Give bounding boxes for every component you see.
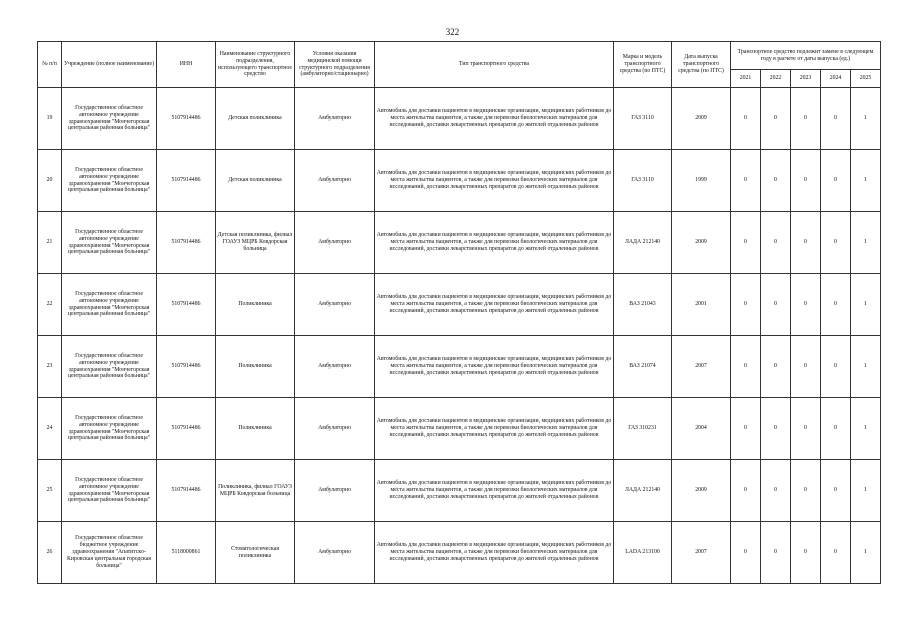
cell-inn: 5107914486 [157, 88, 216, 150]
cell-model: ГАЗ 310231 [614, 398, 672, 460]
header-inn: ИНН [157, 42, 216, 88]
cell-conditions: Амбулаторно [295, 150, 375, 212]
cell-date: 1999 [672, 150, 731, 212]
cell-unit: Поликлиника [216, 336, 295, 398]
table-body [38, 88, 881, 584]
cell-2021: 0 [731, 336, 761, 398]
cell-2021: 0 [731, 274, 761, 336]
cell-institution: Государственное областное бюджетное учреждение здравоохранения "Апатитско-Кировская центральная городская больница" [62, 522, 157, 584]
cell-unit: Детская поликлиника [216, 88, 295, 150]
cell-unit: Поликлиника [216, 274, 295, 336]
header-make-model: Марка и модель транспортного средства (по ПТС) [614, 42, 672, 88]
cell-2022: 0 [761, 212, 791, 274]
cell-2024: 0 [821, 274, 851, 336]
cell-num: 23 [38, 336, 62, 398]
cell-2021: 0 [731, 460, 761, 522]
cell-2022: 0 [761, 336, 791, 398]
cell-date: 2007 [672, 522, 731, 584]
cell-model: ВАЗ 21074 [614, 336, 672, 398]
cell-2022: 0 [761, 460, 791, 522]
cell-unit: Поликлиника, филиал ГОАУЗ МЦРБ Ковдорская больница [216, 460, 295, 522]
header-institution: Учреждение (полное наименование) [62, 42, 157, 88]
cell-num: 26 [38, 522, 62, 584]
cell-inn: 5107914486 [157, 274, 216, 336]
cell-2024: 0 [821, 150, 851, 212]
cell-institution: Государственное областное автономное учреждение здравоохранения "Мончегорская центральная районная больница" [62, 336, 157, 398]
cell-vehicle-type: Автомобиль для доставки пациентов в медицинские организации, медицинских работников до места жительства пациентов, а также для перевозки биологических материалов для исследований, доставки лекарственных препаратов до жителей отдаленных районов [375, 398, 614, 460]
cell-2021: 0 [731, 212, 761, 274]
cell-unit: Детская поликлиника, филиал ГОАУЗ МЦРБ Ковдорская больница [216, 212, 295, 274]
cell-vehicle-type: Автомобиль для доставки пациентов в медицинские организации, медицинских работников до места жительства пациентов, а также для перевозки биологических материалов для исследований, доставки лекарственных препаратов до жителей отдаленных районов [375, 212, 614, 274]
header-release-date: Дата выпуска транспортного средства (по ПТС) [672, 42, 731, 88]
cell-2025: 1 [851, 522, 881, 584]
table-row [38, 274, 881, 336]
cell-2023: 0 [791, 88, 821, 150]
cell-date: 2009 [672, 212, 731, 274]
cell-2021: 0 [731, 398, 761, 460]
cell-conditions: Амбулаторно [295, 274, 375, 336]
header-year: 2023 [791, 70, 821, 88]
cell-2025: 1 [851, 336, 881, 398]
cell-conditions: Амбулаторно [295, 398, 375, 460]
cell-num: 25 [38, 460, 62, 522]
cell-vehicle-type: Автомобиль для доставки пациентов в медицинские организации, медицинских работников до места жительства пациентов, а также для перевозки биологических материалов для исследований, доставки лекарственных препаратов до жителей отдаленных районов [375, 88, 614, 150]
cell-inn: 5107914486 [157, 212, 216, 274]
cell-2024: 0 [821, 460, 851, 522]
cell-model: LADA 213100 [614, 522, 672, 584]
cell-2023: 0 [791, 274, 821, 336]
table-row [38, 88, 881, 150]
cell-model: ВАЗ 21043 [614, 274, 672, 336]
table-row [38, 398, 881, 460]
cell-2025: 1 [851, 460, 881, 522]
cell-2025: 1 [851, 150, 881, 212]
cell-num: 24 [38, 398, 62, 460]
cell-institution: Государственное областное автономное учреждение здравоохранения "Мончегорская центральная районная больница" [62, 212, 157, 274]
cell-2023: 0 [791, 522, 821, 584]
cell-unit: Поликлиника [216, 398, 295, 460]
table-row [38, 150, 881, 212]
cell-2025: 1 [851, 274, 881, 336]
cell-2021: 0 [731, 522, 761, 584]
cell-date: 2009 [672, 460, 731, 522]
page-number: 322 [445, 27, 460, 37]
cell-2022: 0 [761, 522, 791, 584]
cell-inn: 5107914486 [157, 150, 216, 212]
cell-2021: 0 [731, 88, 761, 150]
cell-vehicle-type: Автомобиль для доставки пациентов в медицинские организации, медицинских работников до места жительства пациентов, а также для перевозки биологических материалов для исследований, доставки лекарственных препаратов до жителей отдаленных районов [375, 274, 614, 336]
cell-institution: Государственное областное автономное учреждение здравоохранения "Мончегорская центральная районная больница" [62, 88, 157, 150]
cell-2024: 0 [821, 336, 851, 398]
cell-2022: 0 [761, 274, 791, 336]
cell-num: 19 [38, 88, 62, 150]
header-year: 2024 [821, 70, 851, 88]
cell-num: 22 [38, 274, 62, 336]
cell-institution: Государственное областное автономное учреждение здравоохранения "Мончегорская центральная районная больница" [62, 274, 157, 336]
cell-2024: 0 [821, 212, 851, 274]
cell-vehicle-type: Автомобиль для доставки пациентов в медицинские организации, медицинских работников до места жительства пациентов, а также для перевозки биологических материалов для исследований, доставки лекарственных препаратов до жителей отдаленных районов [375, 150, 614, 212]
cell-inn: 5118000861 [157, 522, 216, 584]
header-vehicle-type: Тип транспортного средства [375, 42, 614, 88]
cell-num: 21 [38, 212, 62, 274]
cell-inn: 5107914486 [157, 460, 216, 522]
cell-2025: 1 [851, 398, 881, 460]
header-year: 2021 [731, 70, 761, 88]
cell-date: 2009 [672, 88, 731, 150]
table-row [38, 522, 881, 584]
cell-date: 2007 [672, 336, 731, 398]
cell-2022: 0 [761, 88, 791, 150]
cell-inn: 5107914486 [157, 336, 216, 398]
cell-2025: 1 [851, 212, 881, 274]
cell-institution: Государственное областное автономное учреждение здравоохранения "Мончегорская центральная районная больница" [62, 398, 157, 460]
cell-date: 2004 [672, 398, 731, 460]
cell-conditions: Амбулаторно [295, 88, 375, 150]
cell-model: ГАЗ 3110 [614, 88, 672, 150]
cell-2024: 0 [821, 522, 851, 584]
cell-2023: 0 [791, 460, 821, 522]
table-row [38, 460, 881, 522]
cell-institution: Государственное областное автономное учреждение здравоохранения "Мончегорская центральная районная больница" [62, 460, 157, 522]
header-replacement: Транспортное средство подлежит замене в следующем году в расчете от даты выпуска (ед.) [731, 42, 881, 70]
header-year: 2025 [851, 70, 881, 88]
cell-2025: 1 [851, 88, 881, 150]
cell-2022: 0 [761, 150, 791, 212]
vehicle-table [37, 41, 881, 584]
cell-inn: 5107914486 [157, 398, 216, 460]
cell-unit: Стоматологическая поликлиника [216, 522, 295, 584]
header-conditions: Условия оказания медицинской помощи структурного подразделения (амбулаторно/стационарно) [295, 42, 375, 88]
cell-num: 20 [38, 150, 62, 212]
cell-vehicle-type: Автомобиль для доставки пациентов в медицинские организации, медицинских работников до места жительства пациентов, а также для перевозки биологических материалов для исследований, доставки лекарственных препаратов до жителей отдаленных районов [375, 522, 614, 584]
cell-2024: 0 [821, 398, 851, 460]
cell-vehicle-type: Автомобиль для доставки пациентов в медицинские организации, медицинских работников до места жительства пациентов, а также для перевозки биологических материалов для исследований, доставки лекарственных препаратов до жителей отдаленных районов [375, 460, 614, 522]
cell-2023: 0 [791, 212, 821, 274]
cell-2021: 0 [731, 150, 761, 212]
table-row [38, 212, 881, 274]
cell-vehicle-type: Автомобиль для доставки пациентов в медицинские организации, медицинских работников до места жительства пациентов, а также для перевозки биологических материалов для исследований, доставки лекарственных препаратов до жителей отдаленных районов [375, 336, 614, 398]
cell-model: ГАЗ 3110 [614, 150, 672, 212]
cell-conditions: Амбулаторно [295, 522, 375, 584]
cell-model: ЛАДА 212140 [614, 212, 672, 274]
cell-2022: 0 [761, 398, 791, 460]
cell-2023: 0 [791, 150, 821, 212]
cell-conditions: Амбулаторно [295, 212, 375, 274]
cell-unit: Детская поликлиника [216, 150, 295, 212]
header-num: № п/п [38, 42, 62, 88]
cell-conditions: Амбулаторно [295, 460, 375, 522]
cell-2023: 0 [791, 336, 821, 398]
header-structural-unit: Наименование структурного подразделения, использующего транспортное средство [216, 42, 295, 88]
cell-conditions: Амбулаторно [295, 336, 375, 398]
cell-2024: 0 [821, 88, 851, 150]
cell-model: ЛАДА 212140 [614, 460, 672, 522]
cell-date: 2001 [672, 274, 731, 336]
cell-2023: 0 [791, 398, 821, 460]
table-row [38, 336, 881, 398]
header-year: 2022 [761, 70, 791, 88]
cell-institution: Государственное областное автономное учреждение здравоохранения "Мончегорская центральная районная больница" [62, 150, 157, 212]
